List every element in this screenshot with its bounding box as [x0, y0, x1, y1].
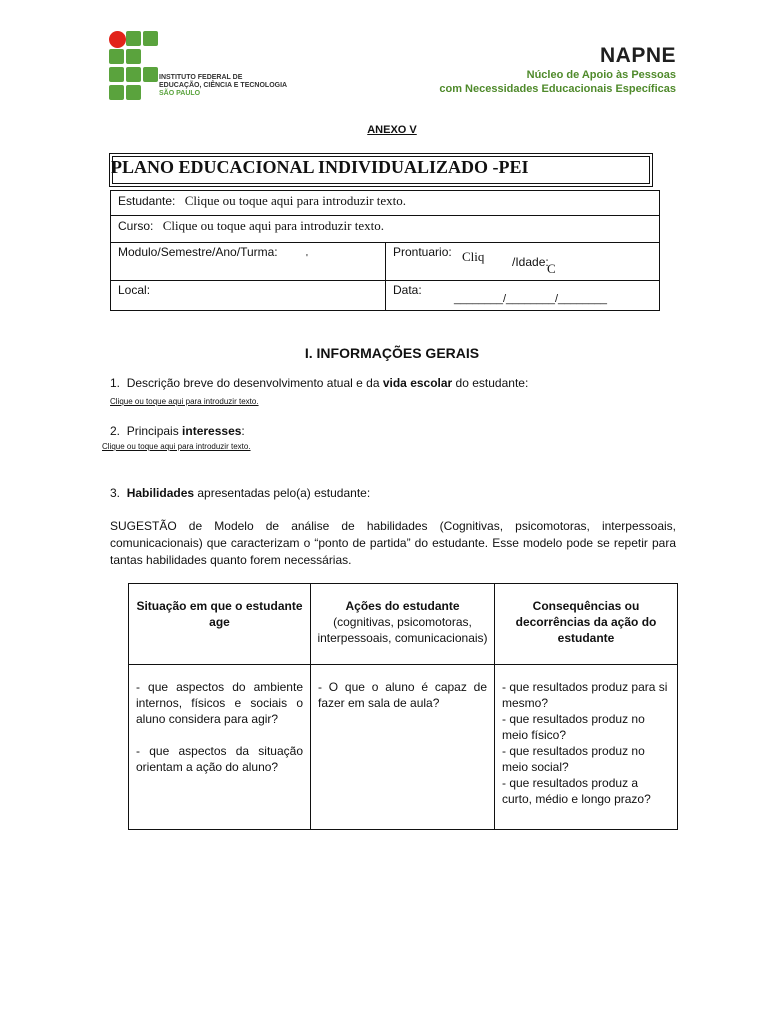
estudante-input[interactable]: Clique ou toque aqui para introduzir texto. — [184, 193, 407, 208]
local-cell — [111, 281, 386, 311]
idade-label: /Idade: — [512, 255, 549, 269]
col-consequencias-header: Consequências ou decorrências da ação do estudante — [495, 584, 678, 665]
suggestion-paragraph: SUGESTÃO de Modelo de análise de habilidades (Cognitivas, psicomotoras, interpessoais, comunicacionais) que caracterizam o “ponto de partida” do estudante. Esse modelo pode se repetir para tantas habilidades quanto forem necessárias. — [110, 519, 676, 567]
curso-cell — [111, 216, 660, 243]
modulo-cell — [111, 243, 386, 281]
item-1-input[interactable]: Clique ou toque aqui para introduzir texto. — [110, 397, 259, 406]
curso-label: Curso: — [118, 219, 154, 233]
prontuario-input[interactable]: Cliq — [462, 249, 485, 264]
item-2: 2. Principais interesses: — [110, 424, 245, 438]
pei-title-box — [109, 153, 653, 187]
data-cell — [386, 281, 660, 311]
col-situacao-header: Situação em que o estudante age — [129, 584, 311, 665]
section-title: I. INFORMAÇÕES GERAIS — [304, 345, 480, 361]
estudante-label: Estudante: — [118, 194, 176, 208]
item-2-input[interactable]: Clique ou toque aqui para introduzir texto. — [102, 442, 251, 451]
student-info-table — [110, 190, 660, 311]
skills-table-row — [129, 665, 678, 830]
anexo-label: ANEXO V — [367, 124, 417, 136]
skills-table — [128, 583, 678, 830]
logo-text: INSTITUTO FEDERAL DE EDUCAÇÃO, CIÊNCIA E TECNOLOGIA SÃO PAULO — [159, 74, 288, 97]
data-label: Data: — [393, 283, 422, 297]
napne-title: NAPNE — [599, 44, 676, 67]
curso-input[interactable]: Clique ou toque aqui para introduzir texto. — [162, 218, 384, 233]
institute-logo — [109, 31, 288, 103]
napne-subtitle-2: com Necessidades Educacionais Específicas — [439, 83, 676, 95]
skills-table-header — [129, 584, 678, 665]
pei-title: PLANO EDUCACIONAL INDIVIDUALIZADO -PEI — [111, 157, 529, 177]
idade-input[interactable]: C — [547, 261, 556, 276]
col-consequencias-cell: - que resultados produz para si mesmo? - que resultados produz no meio físico? - que resultados produz no meio social? - que resultados produz a curto, médio e longo prazo? — [495, 665, 678, 830]
col-acoes-header: Ações do estudante (cognitivas, psicomotoras, interpessoais, comunicacionais) — [311, 584, 495, 665]
item-1: 1. Descrição breve do desenvolvimento atual e da vida escolar do estudante: — [110, 376, 529, 390]
col-acoes-cell: - O que o aluno é capaz de fazer em sala de aula? — [311, 665, 495, 830]
logo-mark-icon — [109, 31, 159, 101]
data-input[interactable]: ________/________/________ — [454, 293, 607, 305]
napne-subtitle-1: Núcleo de Apoio às Pessoas — [526, 69, 676, 81]
col-situacao-cell: - que aspectos do ambiente internos, físicos e sociais o aluno considera para agir? - que aspectos da situação orientam a ação do aluno? — [129, 665, 311, 830]
prontuario-cell — [386, 243, 660, 281]
estudante-cell — [111, 191, 660, 216]
napne-header — [439, 44, 676, 96]
modulo-label: Modulo/Semestre/Ano/Turma: — [118, 245, 278, 259]
modulo-input[interactable]: ' — [306, 253, 308, 264]
local-label: Local: — [118, 283, 151, 297]
item-3: 3. Habilidades apresentadas pelo(a) estudante: — [110, 486, 371, 500]
prontuario-label: Prontuario: — [393, 245, 452, 259]
